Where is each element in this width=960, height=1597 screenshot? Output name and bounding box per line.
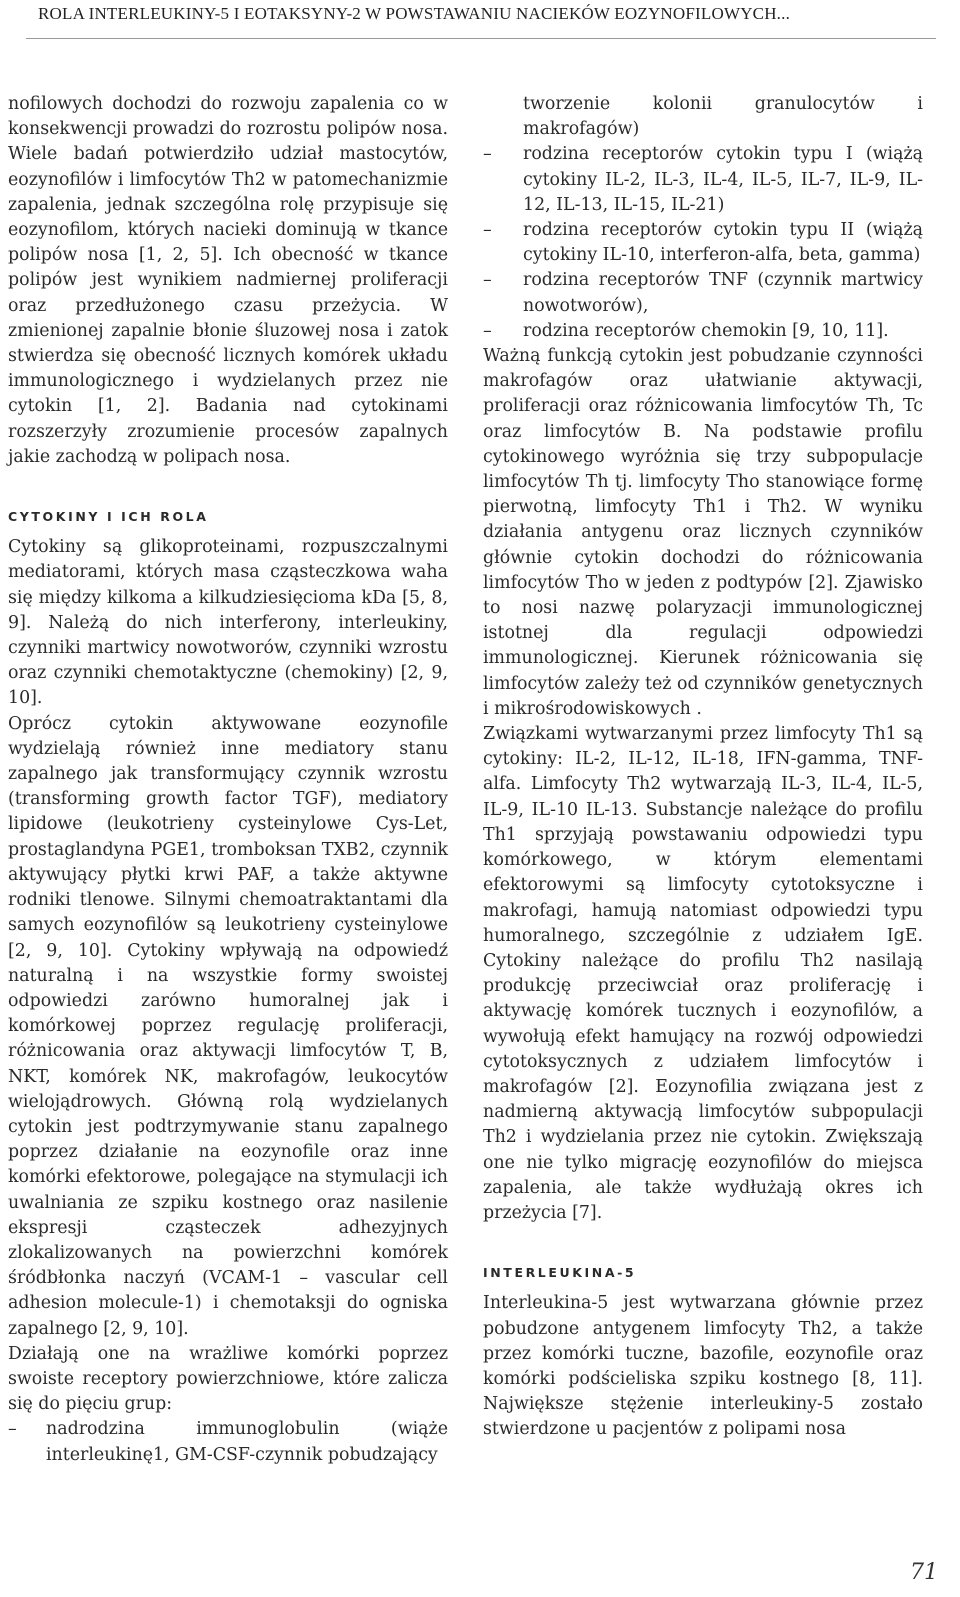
right-column <box>483 92 923 1443</box>
section-heading-cytokiny: CYTOKINY I ICH ROLA <box>8 509 209 525</box>
list-dash: – <box>483 270 492 291</box>
list-item-text: rodzina receptorów TNF (czynnik martwicy nowotworów), <box>523 270 923 316</box>
page-number: 71 <box>910 1560 938 1585</box>
receptor-list <box>8 1417 448 1467</box>
running-title: ROLA INTERLEUKINY-5 I EOTAKSYNY-2 W POWSTAWANIU NACIEKÓW EOZYNOFILOWYCH... <box>38 4 791 23</box>
paragraph: Ważną funkcją cytokin jest pobudzanie czynności makrofagów oraz ułatwianie aktywacji, proliferacji oraz różnicowania limfocytów Th, Tc oraz limfocytów B. Na podstawie profilu cytokinowego wyróżnia się trzy subpopulacje limfocytów Th tj. limfocyty Tho stanowiące formę pierwotną, limfocyty Th1 i Th2. W wyniku działania antygenu oraz licznych czynników głównie cytokin dochodzi do różnicowania limfocytów Tho w jeden z podtypów [2]. Zjawisko to nosi nazwę polaryzacji immunologicznej istotnej dla regulacji odpowiedzi immunologicznej. Kierunek różnicowania się limfocytów zależy też od czynników genetycznych i mikrośrodowiskowych . <box>483 346 923 719</box>
list-item-text: rodzina receptorów cytokin typu II (wiążą cytokiny IL-10, interferon-alfa, beta, gamma) <box>523 220 923 266</box>
receptor-list-continued <box>483 92 923 344</box>
list-dash: – <box>483 144 492 165</box>
list-dash: – <box>483 320 492 341</box>
list-item <box>483 319 923 344</box>
list-item-text: tworzenie kolonii granulocytów i makrofagów) <box>523 94 923 140</box>
paragraph: Interleukina-5 jest wytwarzana głównie przez pobudzone antygenem limfocyty Th2, a także przez komórki tuczne, bazofile, eozynofile oraz komórki podścieliska szpiku kostnego [8, 11]. Największe stężenie interleukiny-5 zostało stwierdzone u pacjentów z polipami nosa <box>483 1293 923 1440</box>
list-item <box>483 142 923 218</box>
list-dash: – <box>483 220 492 241</box>
list-item <box>8 1417 448 1467</box>
list-item-text: rodzina receptorów chemokin [9, 10, 11]. <box>523 320 889 341</box>
section-heading-interleukina: INTERLEUKINA-5 <box>483 1265 637 1281</box>
list-item <box>483 268 923 318</box>
header-divider <box>26 38 936 39</box>
list-item-continuation <box>483 92 923 142</box>
paragraph: Oprócz cytokin aktywowane eozynofile wydzielają również inne mediatory stanu zapalnego jak transformujący czynnik wzrostu (transforming growth factor TGF), mediatory lipidowe (leukotrieny cysteinylowe Cys-Let, prostaglandyna PGE1, tromboksan TXB2, czynnik aktywujący płytki krwi PAF, a także aktywne rodniki tlenowe. Silnymi chemoatraktantami dla samych eozynofilów są leukotrieny cysteinylowe [2, 9, 10]. Cytokiny wpływają na odpowiedź naturalną i na wszystkie formy swoistej odpowiedzi zarówno humoralnej jak i komórkowej poprzez regulację proliferacji, różnicowania oraz aktywacji limfocytów T, B, NKT, komórek NK, makrofagów, leukocytów wielojądrowych. Główną rolą wydzielanych cytokin jest podtrzymywanie stanu zapalnego poprzez działanie na eozynofile oraz inne komórki efektorowe, polegające na stymulacji ich uwalniania ze szpiku kostnego oraz nasilenie ekspresji cząsteczek adhezyjnych zlokalizowanych na powierzchni komórek śródbłonka naczyń (VCAM-1 – vascular cell adhesion molecule-1) i chemotaksji do ogniska zapalnego [2, 9, 10]. <box>8 713 448 1339</box>
paragraph: Cytokiny są glikoproteinami, rozpuszczalnymi mediatorami, których masa cząsteczkowa waha się między kilkoma a kilkudziesięcioma kDa [5, 8, 9]. Należą do nich interferony, interleukiny, czynniki martwicy nowotworów, czynniki wzrostu oraz czynniki chemotaktyczne (chemokiny) [2, 9, 10]. <box>8 537 448 709</box>
list-dash: – <box>8 1419 17 1440</box>
list-item-text: rodzina receptorów cytokin typu I (wiążą cytokiny IL-2, IL-3, IL-4, IL-5, IL-7, IL-9, IL-12, IL-13, IL-15, IL-21) <box>523 144 923 215</box>
left-column <box>8 92 448 1468</box>
list-item-text: nadrodzina immunoglobulin (wiąże interleukinę1, GM-CSF-czynnik pobudzający <box>46 1419 448 1465</box>
paragraph: Działają one na wrażliwe komórki poprzez swoiste receptory powierzchniowe, które zalicza się do pięciu grup: <box>8 1343 448 1415</box>
paragraph: nofilowych dochodzi do rozwoju zapalenia co w konsekwencji prowadzi do rozrostu polipów nosa. Wiele badań potwierdziło udział mastocytów, eozynofilów i limfocytów Th2 w patomechanizmie zapalenia, jednak szczególna rolę przypisuje się eozynofilom, których nacieki dominują w tkance polipów nosa [1, 2, 5]. Ich obecność w tkance polipów jest wynikiem nadmiernej proliferacji oraz przedłużonego czasu przeżycia. W zmienionej zapalnie błonie śluzowej nosa i zatok stwierdza się obecność licznych komórek układu immunologicznego i wydzielanych przez nie cytokin [1, 2]. Badania nad cytokinami rozszerzyły zrozumienie procesów zapalnych jakie zachodzą w polipach nosa. <box>8 94 448 467</box>
list-item <box>483 218 923 268</box>
paragraph: Związkami wytwarzanymi przez limfocyty Th1 są cytokiny: IL-2, IL-12, IL-18, IFN-gamma, TNF-alfa. Limfocyty Th2 wytwarzają IL-3, IL-4, IL-5, IL-9, IL-10 IL-13. Substancje należące do profilu Th1 sprzyjają powstawaniu odpowiedzi typu komórkowego, w którym elementami efektorowymi są limfocyty cytotoksyczne i makrofagi, hamują natomiast odpowiedzi typu humoralnego, szczególnie z udziałem IgE. Cytokiny należące do profilu Th2 nasilają produkcję przeciwciał oraz proliferację i aktywację komórek tucznych i eozynofilów, a wywołują efekt hamujący na rozwój odpowiedzi cytotoksycznych z udziałem limfocytów i makrofagów [2]. Eozynofilia związana jest z nadmierną aktywacją limfocytów subpopulacji Th2 i wydzielania przez nie cytokin. Zwiększają one nie tylko migrację eozynofilów do miejsca zapalenia, ale także wydłużają okres ich przeżycia [7]. <box>483 724 923 1223</box>
